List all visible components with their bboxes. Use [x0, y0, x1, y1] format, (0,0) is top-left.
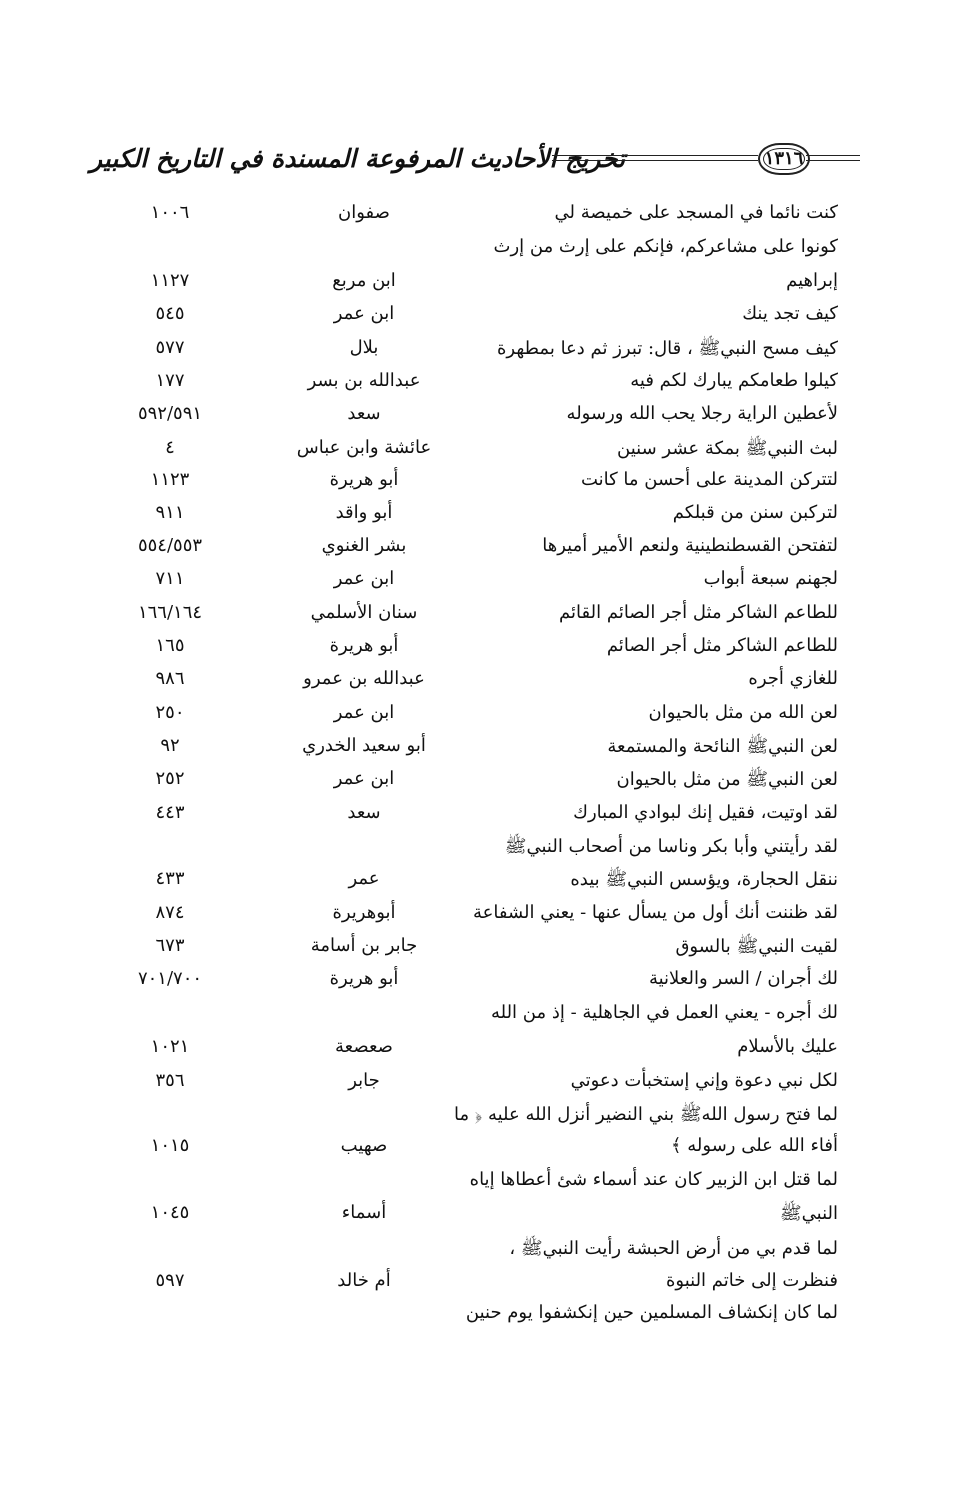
narrator-name: أبو هريرة: [329, 968, 399, 989]
page-number: ١٣١٦: [764, 148, 804, 169]
narrator-name: بشر الغنوي: [321, 535, 407, 556]
reference-number: ٥٩٢/٥٩١: [137, 403, 203, 424]
reference-number: ١٦٦/١٦٤: [137, 602, 203, 623]
hadith-text: للغازي أجره: [748, 668, 838, 689]
reference-number: ١١٢٣: [150, 469, 190, 490]
hadith-text: لقد ظننت أنك أول من يسأل عنها - يعني الشفاعة: [472, 902, 838, 923]
table-row: [0, 401, 956, 431]
reference-number: ٢٥٢: [155, 768, 185, 789]
reference-number: ١٠٤٥: [150, 1202, 190, 1223]
reference-number: ٥٧٧: [155, 337, 185, 358]
table-row: [0, 268, 956, 298]
hadith-text: لجهنم سبعة أبواب: [703, 568, 838, 589]
hadith-text: كنت نائما في المسجد على خميصة لي: [554, 202, 838, 223]
header-rule: [552, 155, 758, 156]
reference-number: ١١٢٧: [150, 270, 190, 291]
hadith-text: عليك بالأسلام: [737, 1036, 838, 1057]
hadith-text: أفاء الله على رسوله ﴾: [671, 1135, 838, 1156]
table-row: [0, 1000, 956, 1030]
hadith-text: لقد رأيتني وأبا بكر وناسا من أصحاب النبيﷺ: [504, 836, 838, 857]
table-row: [0, 1068, 956, 1098]
hadith-text: لما قتل ابن الزبير كان عند أسماء شئ أعطاها إياه: [469, 1169, 838, 1190]
table-row: [0, 1235, 956, 1265]
book-title: تخريج الأحاديث المرفوعة المسندة في التاريخ الكبير: [90, 144, 626, 173]
reference-number: ٤: [165, 437, 175, 458]
table-row: [0, 500, 956, 530]
narrator-name: ابن عمر: [333, 303, 395, 324]
narrator-name: أبو هريرة: [329, 635, 399, 656]
narrator-name: عمر: [348, 868, 380, 889]
table-row: [0, 1101, 956, 1131]
table-row: [0, 566, 956, 596]
page-header: [90, 140, 860, 180]
narrator-name: أسماء: [341, 1202, 387, 1223]
table-row: [0, 301, 956, 331]
table-row: [0, 435, 956, 465]
narrator-name: سنان الأسلمي: [310, 602, 418, 623]
reference-number: ١٠٠٦: [150, 202, 190, 223]
table-row: [0, 335, 956, 365]
reference-number: ٥٩٧: [155, 1270, 185, 1291]
table-row: [0, 533, 956, 563]
reference-number: ١٠١٥: [150, 1135, 190, 1156]
reference-number: ٣٥٦: [155, 1070, 185, 1091]
hadith-text: للطاعم الشاكر مثل أجر الصائم القائم: [559, 602, 838, 623]
reference-number: ٩٨٦: [155, 668, 185, 689]
hadith-text: فنظرت إلى خاتم النبوة: [665, 1270, 838, 1291]
reference-number: ٥٥٤/٥٥٣: [137, 535, 203, 556]
table-row: [0, 1268, 956, 1298]
header-rule: [806, 160, 860, 161]
reference-number: ٧١١: [155, 568, 185, 589]
reference-number: ٩٢: [160, 735, 180, 756]
narrator-name: جابر بن أسامة: [310, 935, 418, 956]
hadith-text: كيلوا طعامكم يبارك لكم فيه: [630, 370, 838, 391]
reference-number: ٨٧٤: [155, 902, 185, 923]
table-row: [0, 467, 956, 497]
table-row: [0, 900, 956, 930]
reference-number: ٦٧٣: [155, 935, 185, 956]
hadith-text: لبث النبيﷺ بمكة عشر سنين: [617, 438, 838, 459]
hadith-text: لما قدم بي من أرض الحبشة رأيت النبيﷺ ،: [509, 1238, 838, 1259]
header-rule: [806, 155, 860, 156]
reference-number: ٢٥٠: [155, 702, 185, 723]
narrator-name: عائشة وابن عباس: [296, 437, 432, 458]
narrator-name: أبو هريرة: [329, 469, 399, 490]
table-row: [0, 666, 956, 696]
hadith-text: لقيت النبيﷺ بالسوق: [675, 936, 838, 957]
reference-number: ٤٣٣: [155, 868, 185, 889]
table-row: [0, 700, 956, 730]
table-row: [0, 800, 956, 830]
hadith-text: لعن الله من مثل بالحيوان: [648, 702, 838, 723]
narrator-name: ابن عمر: [333, 702, 395, 723]
hadith-text: ننقل الحجارة، ويؤسس النبيﷺ بيده: [570, 869, 838, 890]
hadith-text: كيف تجد ينك: [742, 303, 838, 324]
table-row: [0, 633, 956, 663]
table-row: [0, 733, 956, 763]
hadith-text: كيف مسح النبيﷺ ، قال: تبرز ثم دعا بمطهرة: [497, 338, 838, 359]
reference-number: ٤٤٣: [155, 802, 185, 823]
narrator-name: أبوهريرة: [332, 902, 396, 923]
hadith-text: لما فتح رسول اللهﷺ بني النضير أنزل الله عليه ﴿ ما: [454, 1104, 838, 1125]
hadith-text: لما كان إنكشاف المسلمين حين إنكشفوا يوم حنين: [465, 1302, 838, 1323]
hadith-text: لتتركن المدينة على أحسن ما كانت: [580, 469, 838, 490]
table-row: [0, 866, 956, 896]
narrator-name: سعد: [347, 802, 381, 823]
narrator-name: صعصعة: [335, 1036, 393, 1057]
narrator-name: سعد: [347, 403, 381, 424]
table-row: [0, 368, 956, 398]
header-rule: [552, 160, 758, 161]
table-row: [0, 1167, 956, 1197]
reference-number: ١٧٧: [155, 370, 185, 391]
reference-number: ٥٤٥: [155, 303, 185, 324]
table-row: [0, 200, 956, 230]
hadith-text: النبيﷺ: [779, 1203, 838, 1224]
table-row: [0, 966, 956, 996]
reference-number: ٧٠١/٧٠٠: [137, 968, 203, 989]
hadith-text: لأعطين الراية رجلا يحب الله ورسوله: [566, 403, 838, 424]
narrator-name: بلال: [349, 337, 379, 358]
table-row: [0, 933, 956, 963]
table-row: [0, 1200, 956, 1230]
hadith-text: لقد اوتيت، فقيل إنك لبوادي المبارك: [573, 802, 838, 823]
hadith-text: كونوا على مشاعركم، فإنكم على إرث من إرث: [493, 236, 838, 257]
hadith-text: لتفتحن القسطنطينية ولنعم الأمير أميرها: [542, 535, 838, 556]
narrator-name: عبدالله بن عمرو: [303, 668, 425, 689]
table-row: [0, 600, 956, 630]
narrator-name: ابن عمر: [333, 768, 395, 789]
narrator-name: صهيب: [340, 1135, 388, 1156]
narrator-name: صفوان: [338, 202, 390, 223]
hadith-text: لعن النبيﷺ النائحة والمستمعة: [607, 736, 838, 757]
hadith-text: لتركبن سنن من قبلكم: [672, 502, 838, 523]
table-row: [0, 234, 956, 264]
narrator-name: أم خالد: [337, 1270, 391, 1291]
table-row: [0, 766, 956, 796]
narrator-name: ابن مربع: [332, 270, 396, 291]
hadith-text: لك أجران / السر والعلانية: [648, 968, 838, 989]
narrator-name: جابر: [348, 1070, 380, 1091]
reference-number: ١٠٢١: [150, 1036, 190, 1057]
narrator-name: ابن عمر: [333, 568, 395, 589]
reference-number: ١٦٥: [155, 635, 185, 656]
reference-number: ٩١١: [155, 502, 185, 523]
table-row: [0, 1133, 956, 1163]
narrator-name: أبو واقد: [335, 502, 393, 523]
hadith-text: لك أجره - يعني العمل في الجاهلية - إذ من الله: [490, 1002, 838, 1023]
narrator-name: أبو سعيد الخدري: [302, 735, 426, 756]
table-row: [0, 833, 956, 863]
narrator-name: عبدالله بن بسر: [307, 370, 421, 391]
hadith-text: لكل نبي دعوة وإني إستخبأت دعوتي: [570, 1070, 838, 1091]
table-row: [0, 1300, 956, 1330]
page-number-badge: [758, 143, 810, 175]
table-row: [0, 1034, 956, 1064]
hadith-text: للطاعم الشاكر مثل أجر الصائم: [606, 635, 838, 656]
hadith-text: إبراهيم: [786, 270, 838, 291]
hadith-text: لعن النبيﷺ من مثل بالحيوان: [616, 769, 838, 790]
